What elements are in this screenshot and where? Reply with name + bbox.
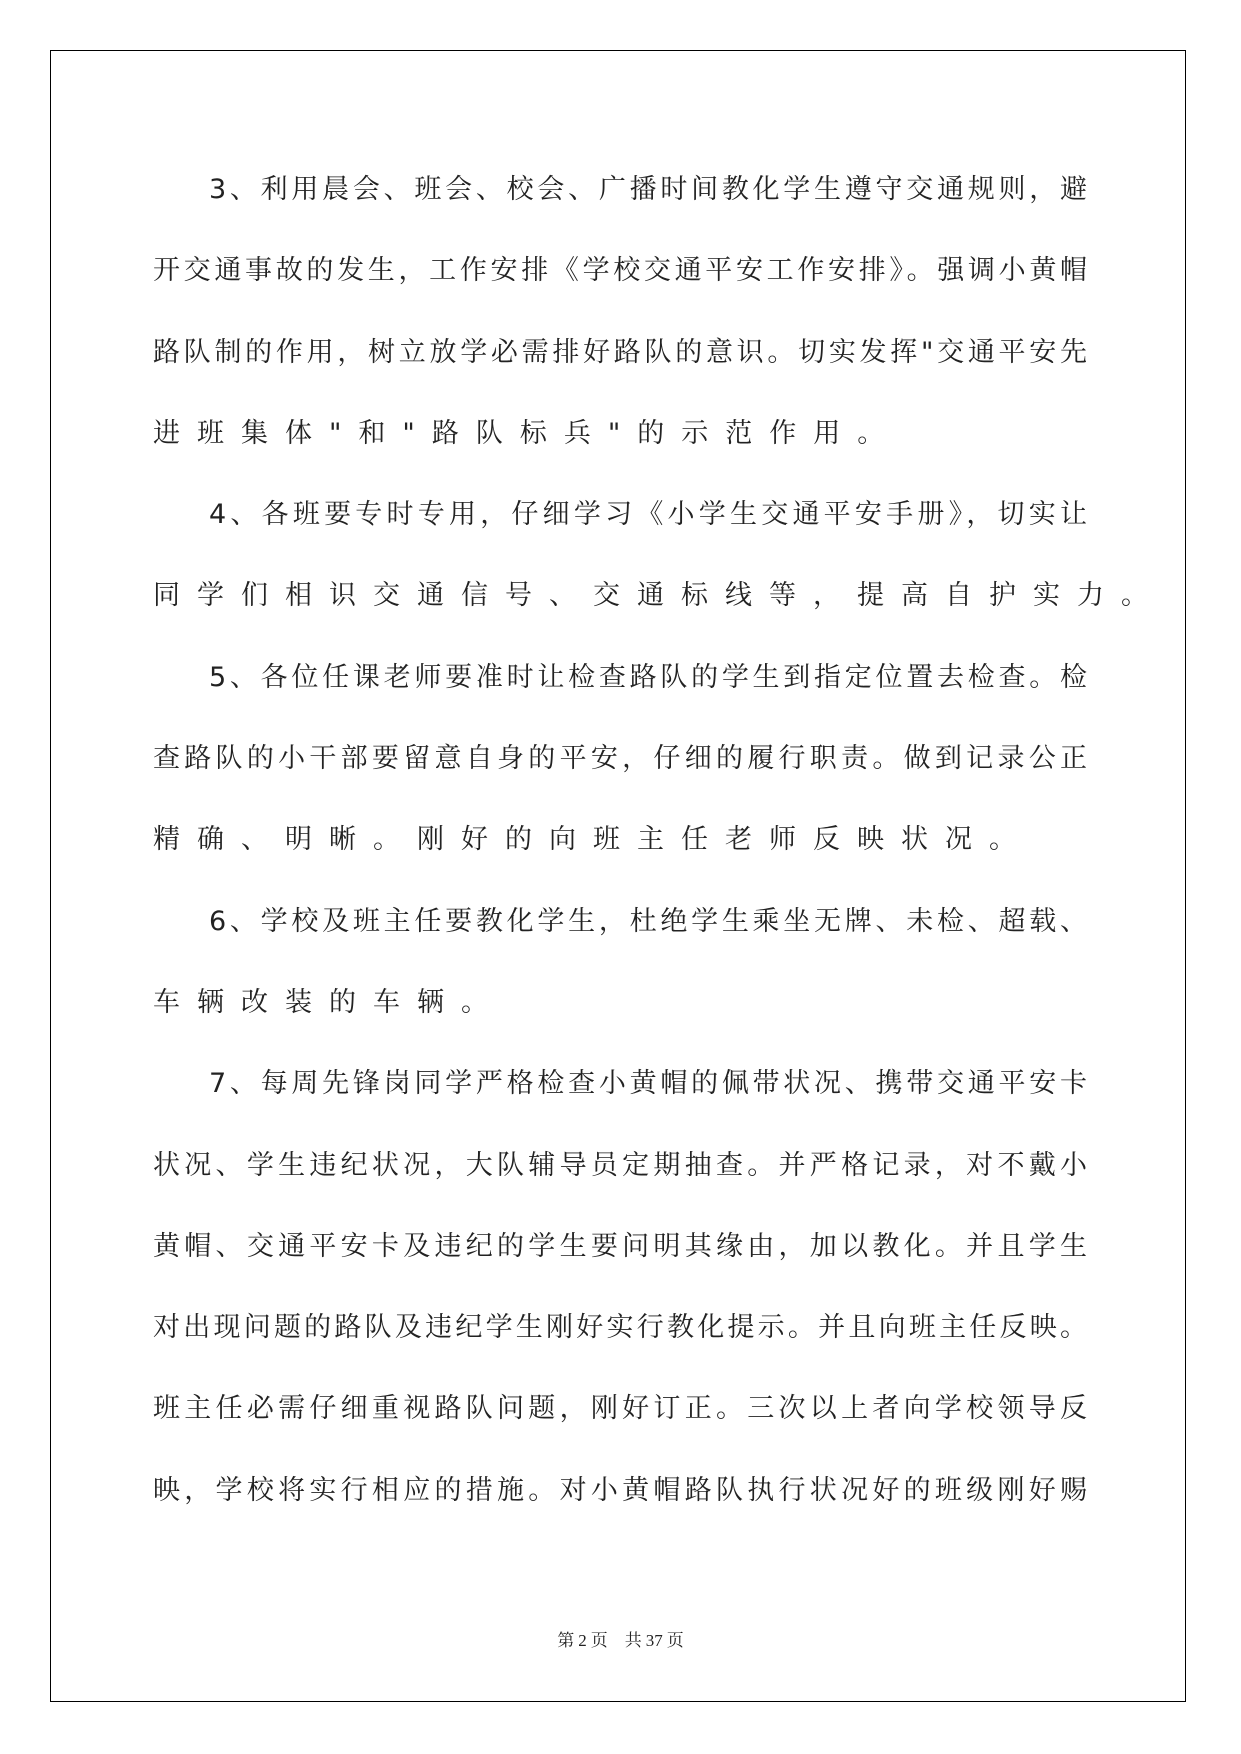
text-line: 同学们相识交通信号、交通标线等，提高自护实力。 — [153, 580, 1165, 612]
text-line: 7、每周先锋岗同学严格检查小黄帽的佩带状况、携带交通平安卡 — [209, 1068, 1087, 1100]
text-line: 开交通事故的发生，工作安排《学校交通平安工作安排》。强调小黄帽 — [153, 255, 1087, 287]
text-line: 6、学校及班主任要教化学生，杜绝学生乘坐无牌、未检、超载、 — [209, 905, 1087, 937]
page-suffix: 页 — [666, 1631, 684, 1650]
page-mid: 页 共 — [590, 1631, 642, 1650]
text-line: 查路队的小干部要留意自身的平安，仔细的履行职责。做到记录公正 — [153, 743, 1087, 775]
text-line: 5、各位任课老师要准时让检查路队的学生到指定位置去检查。检 — [209, 661, 1087, 693]
text-line: 映，学校将实行相应的措施。对小黄帽路队执行状况好的班级刚好赐 — [153, 1474, 1087, 1506]
document-body — [153, 149, 1165, 1531]
text-line: 对出现问题的路队及违纪学生刚好实行教化提示。并且向班主任反映。 — [153, 1312, 1087, 1344]
text-line: 班主任必需仔细重视路队问题，刚好订正。三次以上者向学校领导反 — [153, 1393, 1087, 1425]
text-line: 车辆改装的车辆。 — [153, 986, 505, 1018]
text-line: 状况、学生违纪状况，大队辅导员定期抽查。并严格记录，对不戴小 — [153, 1149, 1087, 1181]
page-number — [0, 1626, 1241, 1651]
text-line: 进班集体"和"路队标兵"的示范作用。 — [153, 417, 902, 449]
text-line: 4、各班要专时专用，仔细学习《小学生交通平安手册》，切实让 — [209, 499, 1087, 531]
total-pages: 37 — [645, 1631, 663, 1650]
text-line: 路队制的作用，树立放学必需排好路队的意识。切实发挥"交通平安先 — [153, 336, 1087, 368]
text-line: 精确、明晰。刚好的向班主任老师反映状况。 — [153, 824, 1033, 856]
text-line: 3、利用晨会、班会、校会、广播时间教化学生遵守交通规则，避 — [209, 174, 1087, 205]
text-line: 黄帽、交通平安卡及违纪的学生要问明其缘由，加以教化。并且学生 — [153, 1230, 1087, 1262]
page-prefix: 第 — [557, 1631, 575, 1650]
current-page: 2 — [578, 1631, 587, 1650]
